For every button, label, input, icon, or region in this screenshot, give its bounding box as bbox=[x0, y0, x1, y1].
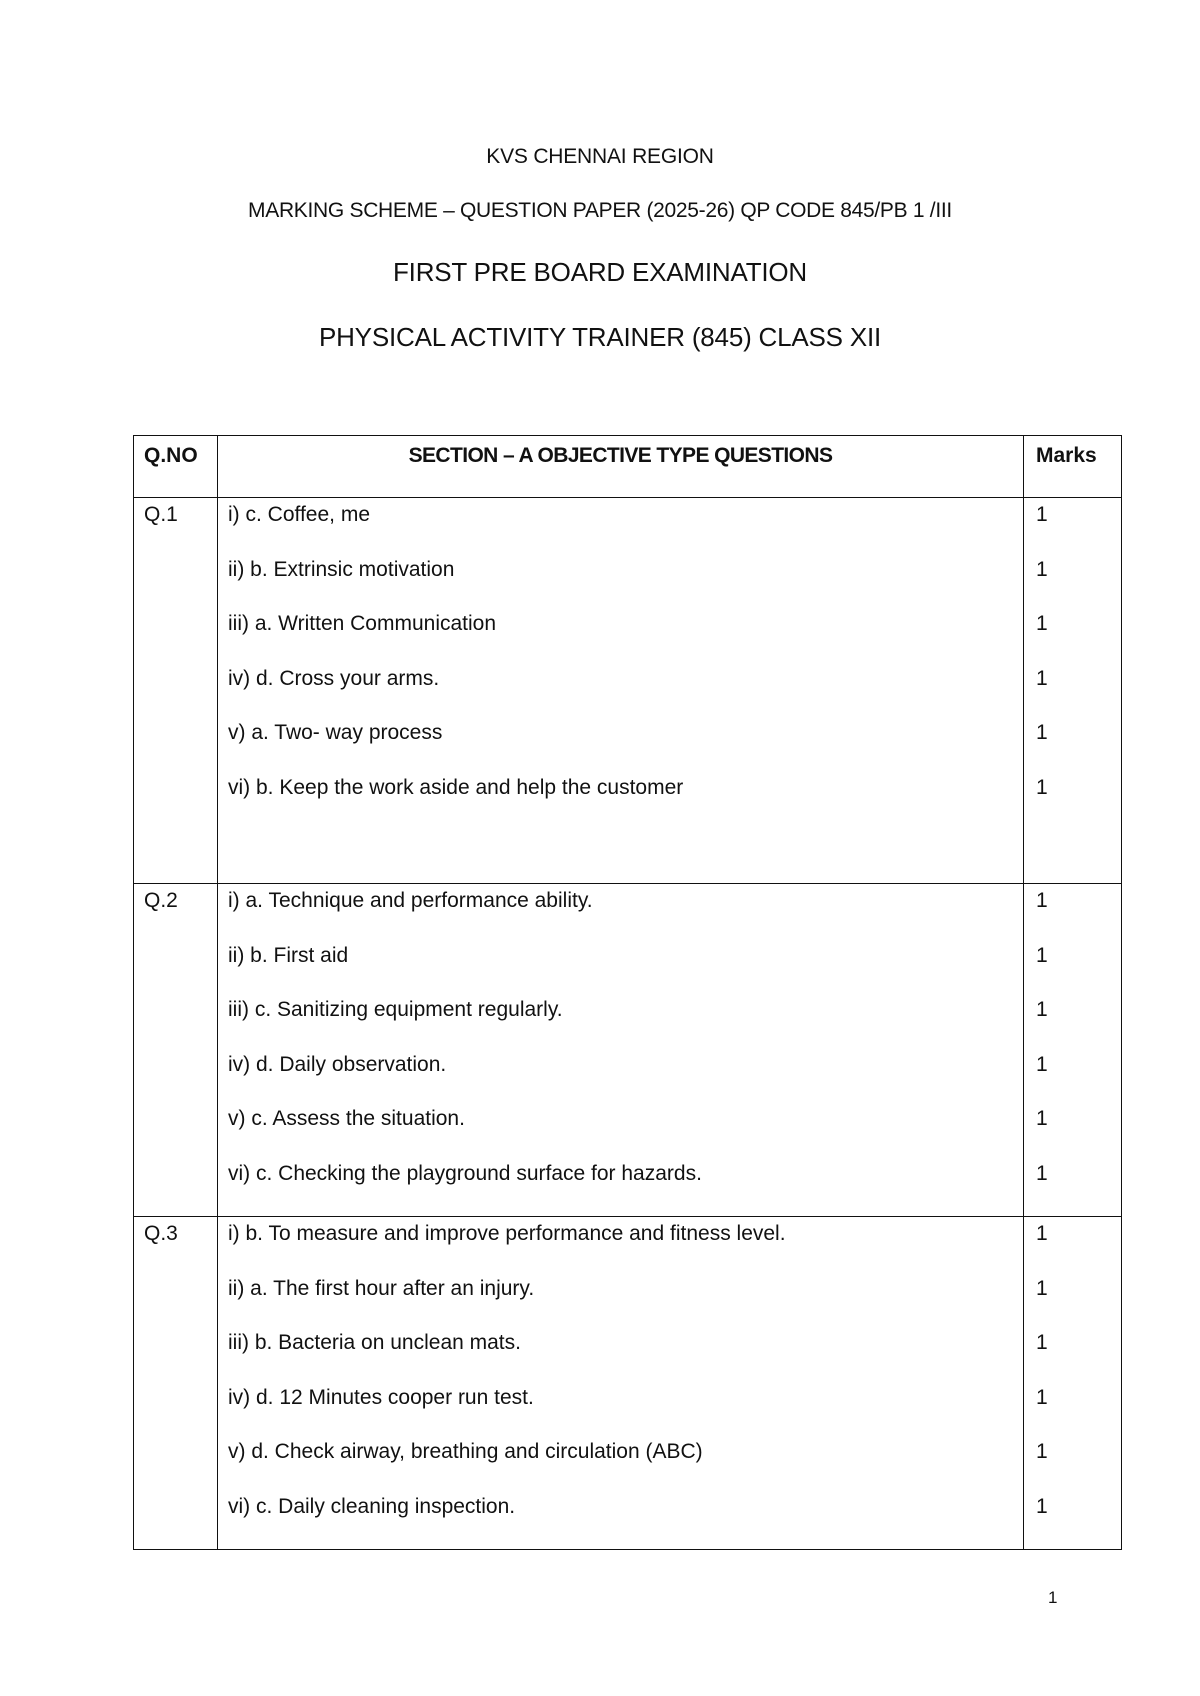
mark-value: 1 bbox=[1036, 1331, 1048, 1354]
answer-item: i) b. To measure and improve performance and fitness level. bbox=[228, 1222, 786, 1245]
column-header-section: SECTION – A OBJECTIVE TYPE QUESTIONS bbox=[218, 436, 1024, 498]
column-header-qno: Q.NO bbox=[134, 436, 218, 498]
mark-value: 1 bbox=[1036, 721, 1048, 744]
marking-scheme-table bbox=[133, 435, 1122, 1550]
marking-scheme-title: MARKING SCHEME – QUESTION PAPER (2025-26) QP CODE 845/PB 1 /III bbox=[248, 199, 952, 222]
table-row bbox=[134, 884, 1122, 1217]
answer-item: iii) b. Bacteria on unclean mats. bbox=[228, 1331, 521, 1354]
question-number: Q.3 bbox=[134, 1217, 218, 1550]
marks-list bbox=[1024, 498, 1122, 884]
mark-value: 1 bbox=[1036, 943, 1048, 967]
answer-list bbox=[218, 1217, 1024, 1550]
answer-item: iv) d. Daily observation. bbox=[228, 1052, 447, 1076]
mark-value: 1 bbox=[1036, 998, 1048, 1021]
answer-item: iii) a. Written Communication bbox=[228, 612, 497, 635]
mark-value: 1 bbox=[1036, 1052, 1048, 1076]
table-row bbox=[134, 498, 1122, 884]
answer-item: ii) b. Extrinsic motivation bbox=[228, 557, 455, 581]
answer-list bbox=[218, 884, 1024, 1217]
mark-value: 1 bbox=[1036, 1494, 1048, 1518]
mark-value: 1 bbox=[1036, 1107, 1048, 1130]
mark-value: 1 bbox=[1036, 557, 1048, 581]
answer-item: vi) c. Daily cleaning inspection. bbox=[228, 1494, 516, 1518]
answer-item: v) d. Check airway, breathing and circulation (ABC) bbox=[228, 1440, 703, 1463]
answer-item: i) c. Coffee, me bbox=[228, 503, 370, 526]
answer-item: v) c. Assess the situation. bbox=[228, 1107, 465, 1130]
answer-item: ii) a. The first hour after an injury. bbox=[228, 1276, 535, 1300]
answer-item: vi) c. Checking the playground surface for hazards. bbox=[228, 1161, 702, 1185]
table-header-row bbox=[134, 436, 1122, 498]
mark-value: 1 bbox=[1036, 612, 1048, 635]
region-title: KVS CHENNAI REGION bbox=[486, 145, 714, 168]
table-row bbox=[134, 1217, 1122, 1550]
mark-value: 1 bbox=[1036, 889, 1048, 912]
answer-item: v) a. Two- way process bbox=[228, 721, 443, 744]
page-number: 1 bbox=[1048, 1588, 1058, 1607]
marks-list bbox=[1024, 884, 1122, 1217]
mark-value: 1 bbox=[1036, 1440, 1048, 1463]
answer-list bbox=[218, 498, 1024, 884]
answer-item: ii) b. First aid bbox=[228, 943, 349, 967]
mark-value: 1 bbox=[1036, 666, 1048, 690]
answer-item: iv) d. 12 Minutes cooper run test. bbox=[228, 1385, 534, 1409]
answer-item: vi) b. Keep the work aside and help the customer bbox=[228, 775, 684, 799]
question-number: Q.1 bbox=[134, 498, 218, 884]
mark-value: 1 bbox=[1036, 1276, 1048, 1300]
mark-value: 1 bbox=[1036, 503, 1048, 526]
column-header-marks: Marks bbox=[1024, 436, 1122, 498]
mark-value: 1 bbox=[1036, 1385, 1048, 1409]
answer-item: iv) d. Cross your arms. bbox=[228, 666, 440, 690]
subject-title: PHYSICAL ACTIVITY TRAINER (845) CLASS XII bbox=[318, 322, 882, 352]
marks-list bbox=[1024, 1217, 1122, 1550]
mark-value: 1 bbox=[1036, 775, 1048, 799]
answer-item: iii) c. Sanitizing equipment regularly. bbox=[228, 998, 563, 1021]
answer-item: i) a. Technique and performance ability. bbox=[228, 889, 593, 912]
question-number: Q.2 bbox=[134, 884, 218, 1217]
mark-value: 1 bbox=[1036, 1222, 1048, 1245]
mark-value: 1 bbox=[1036, 1161, 1048, 1185]
exam-title: FIRST PRE BOARD EXAMINATION bbox=[392, 257, 808, 287]
